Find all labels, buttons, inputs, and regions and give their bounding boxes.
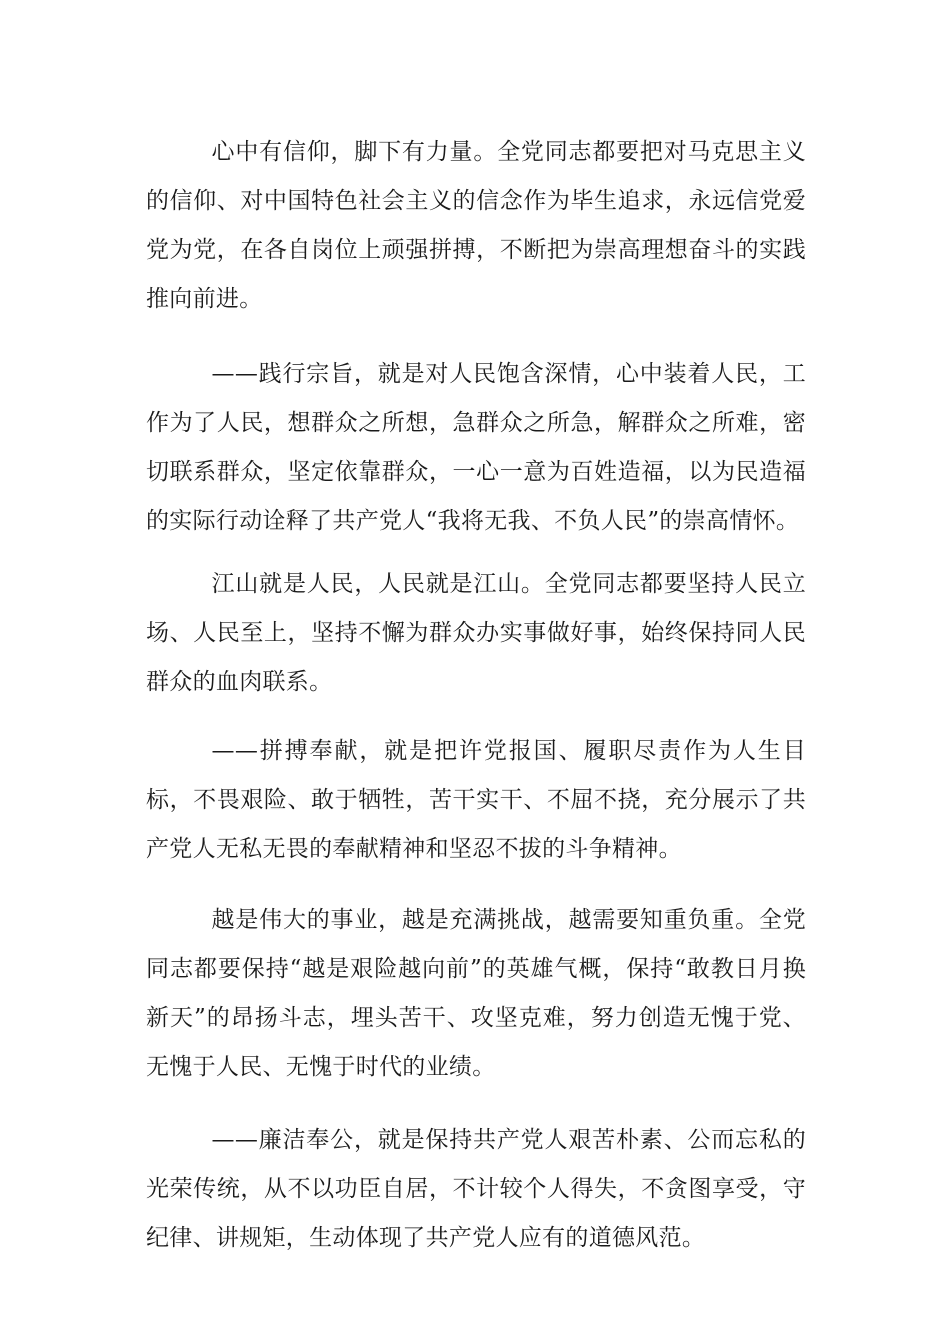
paragraph-faith: 心中有信仰，脚下有力量。全党同志都要把对马克思主义的信仰、对中国特色社会主义的信念作为毕生追求，永远信党爱党为党，在各自岗位上顽强拼搏，不断把为崇高理想奋斗的实践推向前进。	[146, 139, 806, 312]
paragraph-people-mountains: 江山就是人民，人民就是江山。全党同志都要坚持人民立场、人民至上，坚持不懈为群众办实事做好事，始终保持同人民群众的血肉联系。	[146, 571, 806, 695]
paragraph-integrity: ——廉洁奉公，就是保持共产党人艰苦朴素、公而忘私的光荣传统，从不以功臣自居，不计较个人得失，不贪图享受，守纪律、讲规矩，生动体现了共产党人应有的道德风范。	[146, 1127, 806, 1251]
paragraph-serve-people: ——践行宗旨，就是对人民饱含深情，心中装着人民，工作为了人民，想群众之所想，急群众之所急，解群众之所难，密切联系群众，坚定依靠群众，一心一意为百姓造福，以为民造福的实际行动诠释了共产党人“我将无我、不负人民”的崇高情怀。	[146, 361, 806, 534]
paragraph-great-cause: 越是伟大的事业，越是充满挑战，越需要知重负重。全党同志都要保持“越是艰险越向前”的英雄气概，保持“敢教日月换新天”的昂扬斗志，埋头苦干、攻坚克难，努力创造无愧于党、无愧于人民、无愧于时代的业绩。	[146, 907, 806, 1080]
paragraph-dedication: ——拼搏奉献，就是把许党报国、履职尽责作为人生目标，不畏艰险、敢于牺牲，苦干实干、不屈不挠，充分展示了共产党人无私无畏的奉献精神和坚忍不拔的斗争精神。	[146, 738, 806, 862]
document-body	[146, 128, 806, 1287]
